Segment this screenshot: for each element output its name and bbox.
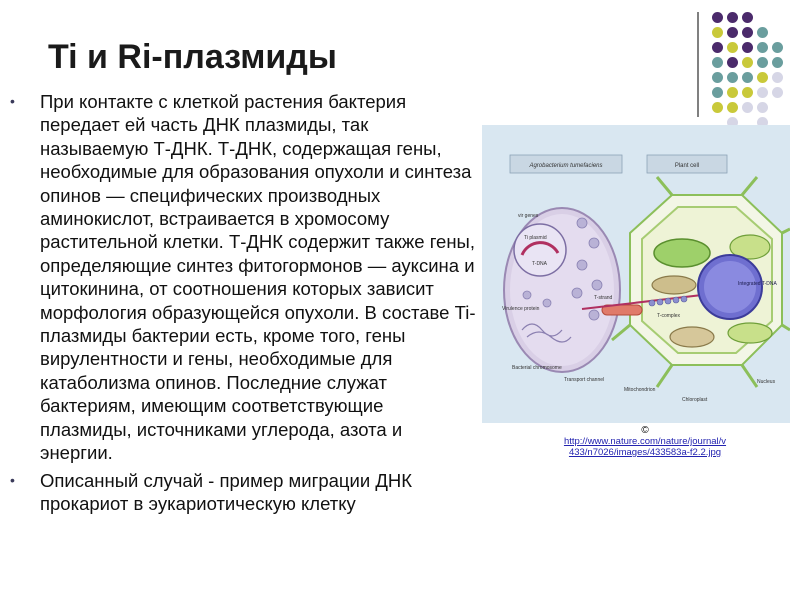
decor-dot: [712, 72, 723, 83]
diagram-svg: [482, 125, 790, 423]
bullet-item: [10, 469, 480, 516]
decor-dot: [772, 57, 783, 68]
decor-dot: [742, 102, 753, 113]
figure-caption: [520, 425, 770, 458]
decor-dot: [712, 42, 723, 53]
plant-cell-label: Plant cell: [674, 163, 700, 169]
decor-dot: [712, 102, 723, 113]
decor-dot: [742, 12, 753, 23]
t-complex-label: T-complex: [657, 313, 681, 319]
virulence-protein-label: Virulence protein: [502, 306, 540, 312]
bacterial-chromosome-label: Bacterial chromosome: [512, 365, 562, 371]
mitochondrion: [652, 276, 696, 294]
decor-dot: [742, 87, 753, 98]
source-link-line1: http://www.nature.com/nature/journal/v: [563, 436, 727, 447]
decor-dot: [727, 42, 738, 53]
bacterium-label: Agrobacterium tumefaciens: [529, 163, 603, 169]
ti-plasmid-label: Ti plasmid: [524, 235, 547, 241]
bullet-text: Описанный случай - пример миграции ДНК прокариот в эукариотическую клетку: [40, 469, 413, 514]
decor-dot: [712, 12, 723, 23]
copyright-symbol: ©: [641, 425, 649, 436]
decor-dot: [712, 87, 723, 98]
decorative-divider: [697, 12, 699, 117]
decor-dot: [772, 72, 783, 83]
decor-dot: [757, 57, 768, 68]
decor-dot: [727, 27, 738, 38]
bullet-item: [10, 90, 480, 465]
decor-dot: [757, 42, 768, 53]
mitochondrion-lower: [670, 327, 714, 347]
decor-dot: [757, 102, 768, 113]
chloroplast-top: [654, 239, 710, 267]
source-link-line2: 433/n7026/images/433583a-f2.2.jpg: [568, 447, 722, 458]
decor-dot: [757, 87, 768, 98]
nucleus-inner: [704, 261, 756, 313]
bullet-list: [10, 90, 480, 519]
t-strand-label: T-strand: [594, 295, 613, 301]
chloroplast-label: Chloroplast: [682, 397, 708, 403]
bullet-marker: •: [10, 93, 15, 109]
decor-dot: [712, 27, 723, 38]
decor-dot: [742, 42, 753, 53]
chloroplast-lower: [728, 323, 772, 343]
ti-plasmid: [514, 224, 566, 276]
decor-dot: [742, 27, 753, 38]
vir-genes-label: vir genes: [518, 213, 539, 219]
decor-dot: [772, 42, 783, 53]
decor-dot: [742, 57, 753, 68]
decor-dot: [727, 12, 738, 23]
decor-dot: [727, 87, 738, 98]
bullet-marker: •: [10, 471, 15, 488]
agrobacterium-diagram: [482, 125, 790, 423]
decor-dot: [772, 87, 783, 98]
decor-dot: [712, 57, 723, 68]
mitochondrion-label: Mitochondrion: [624, 387, 656, 393]
bullet-text: При контакте с клеткой растения бактерия передает ей часть ДНК плазмиды, так называемую Т-ДНК. Т-ДНК, содержащая гены, необходимые для образования опухоли и синтеза опинов — специфических производных аминокислот, встраивается в хромосому растительной клетки. Т-ДНК содержит также гены, определяющие синтез фитогормонов — ауксина и цитокинина, от соотношения которых зависит морфология образующейся опухоли. В составе Ti-плазмиды бактерии есть, кроме того, гены вирулентности и гены, необходимые для катаболизма опинов. Последние служат бактериям, имеющим соответствующие плазмиды, источниками углерода, азота и энергии.: [40, 91, 476, 464]
integrated-t-dna-label: Integrated T-DNA: [738, 281, 777, 287]
source-link[interactable]: [564, 436, 726, 458]
decor-dot: [757, 27, 768, 38]
transport-channel-label: Transport channel: [564, 377, 605, 383]
decor-dot: [727, 102, 738, 113]
nucleus-label: Nucleus: [757, 379, 776, 385]
decor-dot: [727, 72, 738, 83]
decor-dot: [727, 57, 738, 68]
decor-dot: [742, 72, 753, 83]
slide-title: Ti и Ri-плазмиды: [48, 38, 337, 76]
decor-dot: [757, 72, 768, 83]
t-dna-label: T-DNA: [532, 261, 547, 267]
